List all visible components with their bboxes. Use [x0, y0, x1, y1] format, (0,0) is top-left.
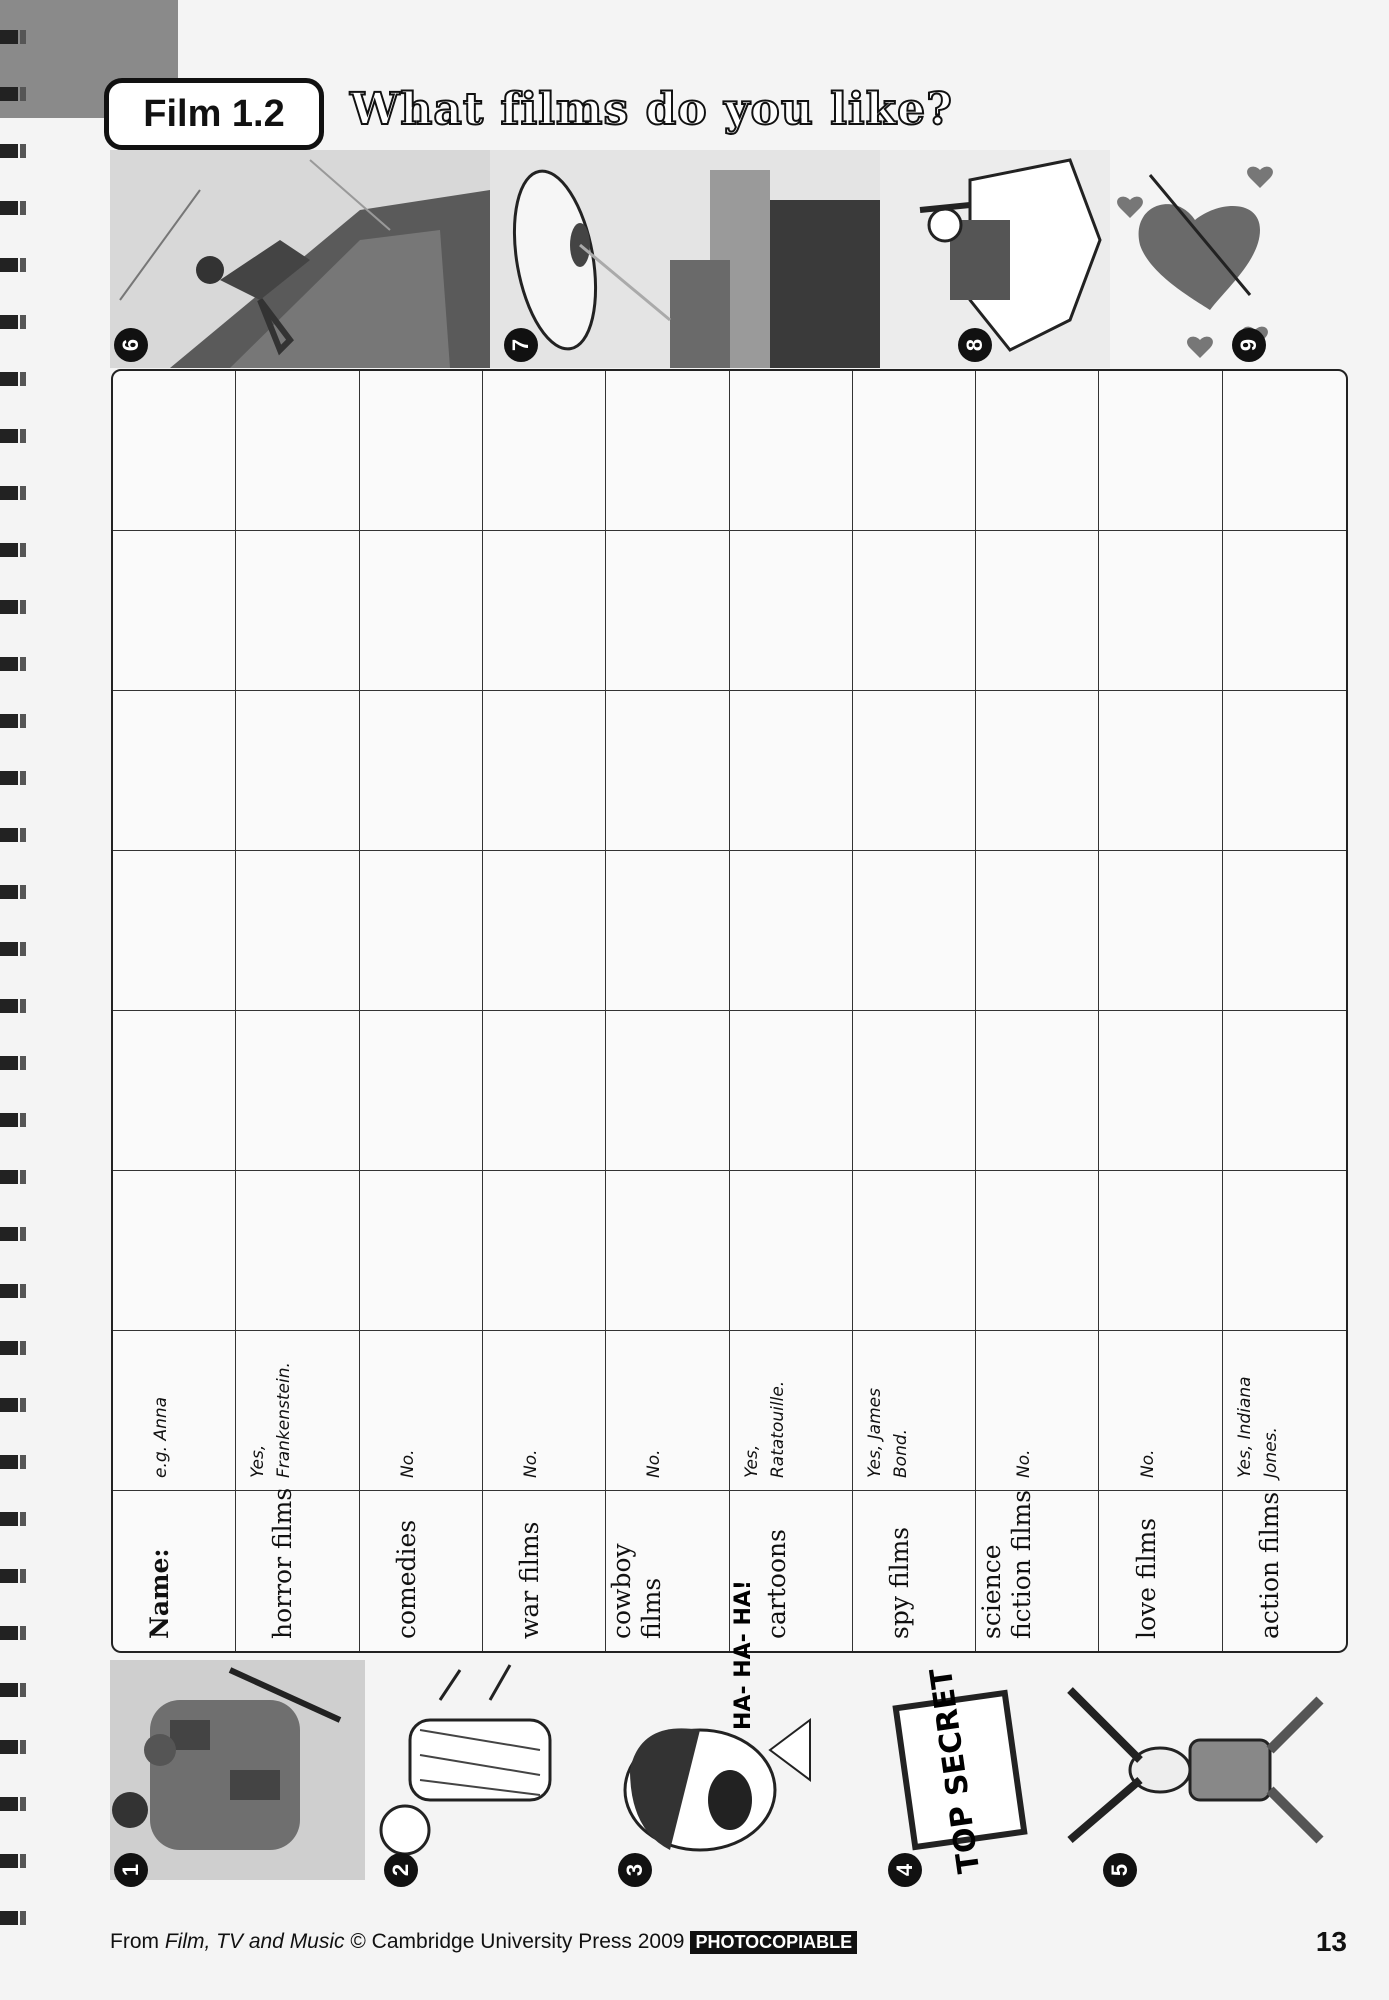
- illustration-number-1: 1: [114, 1853, 148, 1887]
- answer-cell[interactable]: [113, 371, 236, 531]
- answer-cell[interactable]: [360, 531, 483, 691]
- label-cell: [853, 1491, 976, 1651]
- photocopiable-badge: PHOTOCOPIABLE: [690, 1931, 857, 1954]
- answer-cell[interactable]: [113, 531, 236, 691]
- answer-cell[interactable]: [360, 1011, 483, 1171]
- label-cell: [1223, 1491, 1346, 1651]
- answer-cell[interactable]: [606, 1011, 729, 1171]
- answer-cell[interactable]: [1223, 1171, 1346, 1331]
- example-cell: [976, 1331, 1099, 1491]
- section-badge: Film 1.2: [104, 78, 324, 150]
- answer-cell[interactable]: [853, 531, 976, 691]
- mummy-icon: [380, 1660, 590, 1880]
- top-secret-stamp-icon: [850, 1660, 1050, 1880]
- spiral-binding: [0, 30, 26, 1990]
- answer-cell[interactable]: [853, 1171, 976, 1331]
- example-name: e.g. Anna: [151, 1396, 172, 1478]
- answer-cell[interactable]: [1099, 531, 1222, 691]
- answer-cell[interactable]: [360, 1171, 483, 1331]
- example-cell: [730, 1331, 853, 1491]
- book-title: Film, TV and Music: [164, 1930, 345, 1953]
- example-cell: [236, 1331, 359, 1491]
- label-cell: [976, 1491, 1099, 1651]
- answer-cell[interactable]: [360, 851, 483, 1011]
- answer-cell[interactable]: [360, 371, 483, 531]
- answer-cell[interactable]: [360, 691, 483, 851]
- label-cell: [113, 1491, 236, 1651]
- answer-cell[interactable]: [483, 1011, 606, 1171]
- answer-cell[interactable]: [976, 531, 1099, 691]
- survey-table: [111, 369, 1348, 1653]
- answer-cell[interactable]: [483, 691, 606, 851]
- answer-cell[interactable]: [606, 1171, 729, 1331]
- example-cell: [606, 1331, 729, 1491]
- example-war: No.: [521, 1449, 542, 1478]
- answer-cell[interactable]: [483, 851, 606, 1011]
- answer-cell[interactable]: [606, 691, 729, 851]
- page-title: What films do you like?: [350, 84, 953, 135]
- answer-cell[interactable]: [606, 371, 729, 531]
- answer-cell[interactable]: [113, 691, 236, 851]
- example-horror: Yes, Frankenstein.: [248, 1362, 295, 1478]
- answer-cell[interactable]: [483, 1171, 606, 1331]
- soldiers-icon: [110, 1660, 365, 1880]
- answer-cell[interactable]: [853, 851, 976, 1011]
- answer-cell[interactable]: [1099, 1011, 1222, 1171]
- answer-cell[interactable]: [1223, 371, 1346, 531]
- example-scifi: No.: [1014, 1449, 1035, 1478]
- answer-cell[interactable]: [113, 851, 236, 1011]
- answer-cell[interactable]: [853, 371, 976, 531]
- example-cell: [853, 1331, 976, 1491]
- answer-cell[interactable]: [730, 691, 853, 851]
- top-illustration-strip: [110, 150, 1280, 368]
- label-cell: [1099, 1491, 1222, 1651]
- label-name: Name:: [145, 1548, 175, 1639]
- answer-cell[interactable]: [236, 691, 359, 851]
- example-cell: [483, 1331, 606, 1491]
- illustration-number-7: 7: [504, 328, 538, 362]
- answer-cell[interactable]: [730, 371, 853, 531]
- answer-cell[interactable]: [113, 1171, 236, 1331]
- illustration-number-8: 8: [958, 328, 992, 362]
- answer-cell[interactable]: [976, 1011, 1099, 1171]
- cowboy-horse-icon: [880, 150, 1110, 368]
- illustration-number-2: 2: [384, 1853, 418, 1887]
- page-number: 13: [1315, 1926, 1347, 1957]
- answer-cell[interactable]: [730, 1011, 853, 1171]
- label-cowboy: cowboy films: [607, 1543, 667, 1639]
- answer-cell[interactable]: [976, 851, 1099, 1011]
- answer-cell[interactable]: [236, 1011, 359, 1171]
- answer-cell[interactable]: [976, 691, 1099, 851]
- illustration-number-9: 9: [1232, 328, 1266, 362]
- answer-cell[interactable]: [236, 1171, 359, 1331]
- stamp-text: TOP SECRET: [923, 1665, 988, 1876]
- illustration-number-5: 5: [1103, 1853, 1137, 1887]
- footer-copyright: From Film, TV and Music © Cambridge University Press 2009 PHOTOCOPIABLE: [110, 1930, 857, 1954]
- label-war: war films: [515, 1521, 545, 1639]
- label-cell: [360, 1491, 483, 1651]
- speech-bubble-text: HA- HA- HA!: [731, 1580, 756, 1730]
- example-cell: [1099, 1331, 1222, 1491]
- answer-cell[interactable]: [730, 851, 853, 1011]
- answer-cell[interactable]: [1223, 851, 1346, 1011]
- answer-cell[interactable]: [1223, 691, 1346, 851]
- example-cowboy: No.: [644, 1449, 665, 1478]
- answer-cell[interactable]: [1099, 371, 1222, 531]
- example-comedies: No.: [397, 1449, 418, 1478]
- answer-cell[interactable]: [1099, 691, 1222, 851]
- answer-cell[interactable]: [730, 1171, 853, 1331]
- label-cell: [236, 1487, 359, 1651]
- label-scifi: science fiction films: [977, 1489, 1037, 1639]
- answer-cell[interactable]: [976, 1171, 1099, 1331]
- label-cell: [483, 1491, 606, 1651]
- answer-cell[interactable]: [1099, 1171, 1222, 1331]
- label-cartoons: cartoons: [761, 1529, 791, 1639]
- answer-cell[interactable]: [236, 851, 359, 1011]
- illustration-number-3: 3: [618, 1853, 652, 1887]
- climber-icon: [110, 150, 490, 368]
- answer-cell[interactable]: [236, 531, 359, 691]
- label-spy: spy films: [884, 1526, 914, 1639]
- cartoon-rabbit-icon: [1060, 1660, 1360, 1880]
- label-love: love films: [1131, 1517, 1161, 1639]
- answer-cell[interactable]: [853, 1011, 976, 1171]
- answer-cell[interactable]: [976, 371, 1099, 531]
- answer-cell[interactable]: [1099, 851, 1222, 1011]
- example-cell: [360, 1331, 483, 1491]
- label-action: action films: [1255, 1491, 1285, 1639]
- example-love: No.: [1137, 1449, 1158, 1478]
- answer-cell[interactable]: [730, 531, 853, 691]
- label-cell: [606, 1491, 729, 1651]
- illustration-number-6: 6: [114, 328, 148, 362]
- answer-cell[interactable]: [606, 531, 729, 691]
- example-cartoons: Yes, Ratatouille.: [741, 1380, 788, 1478]
- example-action: Yes, Indiana Jones.: [1235, 1376, 1282, 1478]
- answer-cell[interactable]: [483, 531, 606, 691]
- example-cell: [113, 1331, 236, 1491]
- answer-cell[interactable]: [1223, 531, 1346, 691]
- label-horror: horror films: [268, 1487, 298, 1639]
- example-spy: Yes, James Bond.: [864, 1388, 911, 1478]
- answer-cell[interactable]: [113, 1011, 236, 1171]
- illustration-number-4: 4: [888, 1853, 922, 1887]
- answer-cell[interactable]: [853, 691, 976, 851]
- label-comedies: comedies: [391, 1519, 421, 1639]
- answer-cell[interactable]: [1223, 1011, 1346, 1171]
- answer-cell[interactable]: [236, 371, 359, 531]
- example-cell: [1223, 1331, 1346, 1491]
- ufo-icon: [490, 150, 880, 368]
- answer-cell[interactable]: [483, 371, 606, 531]
- answer-cell[interactable]: [606, 851, 729, 1011]
